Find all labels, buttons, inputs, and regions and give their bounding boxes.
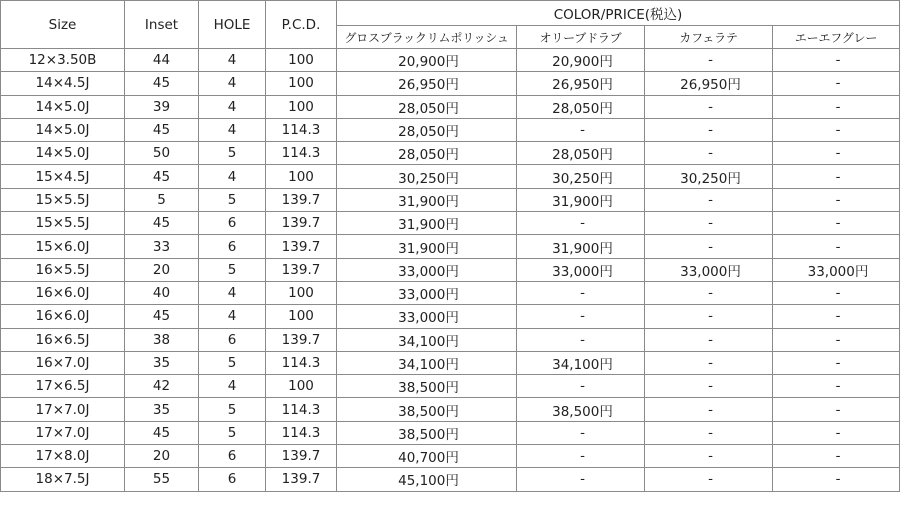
pcd-cell: 100 [266,305,337,328]
price-cell: 20,900円 [517,49,645,72]
pcd-cell: 100 [266,165,337,188]
inset-cell: 5 [125,188,199,211]
header-row [1,1,900,26]
price-cell: - [773,445,900,468]
price-cell: - [773,142,900,165]
table-row [1,421,900,444]
table-row [1,445,900,468]
hole-cell: 5 [199,421,266,444]
pcd-cell: 114.3 [266,351,337,374]
size-cell: 12×3.50B [1,49,125,72]
price-cell: - [645,468,773,491]
pcd-cell: 139.7 [266,258,337,281]
table-row [1,351,900,374]
price-cell: - [645,305,773,328]
price-cell: - [773,72,900,95]
hole-cell: 4 [199,281,266,304]
pcd-cell: 100 [266,49,337,72]
size-cell: 15×4.5J [1,165,125,188]
price-cell: - [773,421,900,444]
hole-cell: 6 [199,328,266,351]
size-cell: 16×6.0J [1,281,125,304]
price-cell: - [773,375,900,398]
hole-cell: 4 [199,165,266,188]
price-cell: 28,050円 [337,142,517,165]
price-cell: - [773,118,900,141]
price-cell: - [645,188,773,211]
price-cell: - [773,212,900,235]
pcd-cell: 114.3 [266,142,337,165]
price-cell: - [773,49,900,72]
price-cell: - [645,142,773,165]
table-row [1,375,900,398]
pcd-cell: 139.7 [266,445,337,468]
price-cell: - [645,235,773,258]
size-cell: 14×5.0J [1,95,125,118]
size-header: Size [1,1,125,49]
size-cell: 18×7.5J [1,468,125,491]
price-cell: - [645,118,773,141]
price-cell: 28,050円 [517,142,645,165]
pcd-cell: 100 [266,375,337,398]
hole-header: HOLE [199,1,266,49]
price-cell: - [645,351,773,374]
hole-cell: 5 [199,188,266,211]
inset-cell: 45 [125,305,199,328]
price-cell: 20,900円 [337,49,517,72]
price-cell: - [517,281,645,304]
price-cell: 28,050円 [337,95,517,118]
inset-cell: 45 [125,118,199,141]
price-cell: - [773,281,900,304]
color-header-olive-drab: オリーブドラブ [517,26,645,49]
price-cell: 28,050円 [517,95,645,118]
price-cell: - [773,188,900,211]
price-cell: 30,250円 [337,165,517,188]
table-row [1,328,900,351]
hole-cell: 6 [199,212,266,235]
size-cell: 17×8.0J [1,445,125,468]
hole-cell: 5 [199,398,266,421]
size-cell: 17×7.0J [1,421,125,444]
price-cell: - [773,328,900,351]
hole-cell: 4 [199,305,266,328]
price-cell: 33,000円 [517,258,645,281]
pcd-cell: 139.7 [266,212,337,235]
table-row [1,305,900,328]
inset-cell: 45 [125,421,199,444]
price-cell: 33,000円 [337,281,517,304]
price-cell: - [773,95,900,118]
size-cell: 16×7.0J [1,351,125,374]
price-cell: 31,900円 [337,235,517,258]
price-cell: 34,100円 [517,351,645,374]
price-cell: - [517,468,645,491]
size-cell: 15×5.5J [1,188,125,211]
table-row [1,142,900,165]
inset-cell: 20 [125,258,199,281]
table-row [1,258,900,281]
price-cell: - [645,375,773,398]
hole-cell: 4 [199,72,266,95]
price-cell: - [517,118,645,141]
inset-cell: 45 [125,165,199,188]
table-row [1,212,900,235]
price-cell: 31,900円 [337,212,517,235]
price-cell: 38,500円 [337,375,517,398]
size-cell: 15×5.5J [1,212,125,235]
price-cell: - [517,305,645,328]
pcd-cell: 114.3 [266,118,337,141]
inset-cell: 39 [125,95,199,118]
color-header-cafe-latte: カフェラテ [645,26,773,49]
price-cell: - [773,468,900,491]
table-body [1,49,900,492]
inset-cell: 44 [125,49,199,72]
price-cell: 38,500円 [337,421,517,444]
price-cell: 45,100円 [337,468,517,491]
price-cell: 33,000円 [773,258,900,281]
hole-cell: 5 [199,142,266,165]
inset-cell: 40 [125,281,199,304]
table-row [1,188,900,211]
hole-cell: 5 [199,258,266,281]
pcd-cell: 100 [266,72,337,95]
size-cell: 17×7.0J [1,398,125,421]
pcd-cell: 100 [266,281,337,304]
color-header-af-gray: エーエフグレー [773,26,900,49]
table-row [1,468,900,491]
price-cell: 30,250円 [517,165,645,188]
pcd-cell: 100 [266,95,337,118]
price-cell: - [645,328,773,351]
pcd-cell: 139.7 [266,188,337,211]
hole-cell: 4 [199,118,266,141]
hole-cell: 4 [199,49,266,72]
price-cell: - [773,235,900,258]
inset-cell: 38 [125,328,199,351]
price-cell: 40,700円 [337,445,517,468]
price-cell: - [517,445,645,468]
price-cell: 30,250円 [645,165,773,188]
price-cell: 26,950円 [337,72,517,95]
price-cell: - [773,351,900,374]
price-cell: - [645,212,773,235]
table-row [1,95,900,118]
inset-cell: 20 [125,445,199,468]
price-cell: 31,900円 [517,188,645,211]
table-row [1,281,900,304]
price-cell: - [645,445,773,468]
size-cell: 14×5.0J [1,142,125,165]
size-cell: 17×6.5J [1,375,125,398]
hole-cell: 6 [199,468,266,491]
color-header-gloss-black: グロスブラックリムポリッシュ [337,26,517,49]
table-row [1,118,900,141]
price-cell: 31,900円 [517,235,645,258]
table-row [1,49,900,72]
hole-cell: 4 [199,375,266,398]
price-cell: - [773,305,900,328]
table-row [1,72,900,95]
price-cell: 28,050円 [337,118,517,141]
price-cell: 38,500円 [517,398,645,421]
price-cell: - [517,375,645,398]
inset-cell: 45 [125,212,199,235]
table-row [1,165,900,188]
inset-header: Inset [125,1,199,49]
price-cell: 26,950円 [645,72,773,95]
inset-cell: 35 [125,398,199,421]
size-cell: 14×5.0J [1,118,125,141]
price-cell: - [645,421,773,444]
pcd-cell: 114.3 [266,421,337,444]
price-cell: 33,000円 [645,258,773,281]
price-cell: - [773,165,900,188]
price-cell: 33,000円 [337,305,517,328]
price-cell: 34,100円 [337,351,517,374]
hole-cell: 4 [199,95,266,118]
table-row [1,235,900,258]
price-cell: - [645,281,773,304]
pcd-cell: 139.7 [266,235,337,258]
pcd-cell: 139.7 [266,468,337,491]
price-cell: 26,950円 [517,72,645,95]
size-cell: 16×6.5J [1,328,125,351]
price-cell: 33,000円 [337,258,517,281]
color-price-header: COLOR/PRICE(税込) [337,1,900,26]
size-cell: 14×4.5J [1,72,125,95]
size-cell: 16×5.5J [1,258,125,281]
inset-cell: 55 [125,468,199,491]
price-cell: - [773,398,900,421]
inset-cell: 33 [125,235,199,258]
price-cell: - [645,49,773,72]
price-cell: 38,500円 [337,398,517,421]
price-cell: - [517,212,645,235]
size-cell: 16×6.0J [1,305,125,328]
pcd-cell: 139.7 [266,328,337,351]
table-row [1,398,900,421]
price-cell: - [645,95,773,118]
price-cell: 34,100円 [337,328,517,351]
inset-cell: 35 [125,351,199,374]
price-cell: 31,900円 [337,188,517,211]
price-cell: - [517,421,645,444]
inset-cell: 42 [125,375,199,398]
inset-cell: 45 [125,72,199,95]
hole-cell: 6 [199,235,266,258]
price-cell: - [645,398,773,421]
inset-cell: 50 [125,142,199,165]
hole-cell: 6 [199,445,266,468]
pcd-cell: 114.3 [266,398,337,421]
size-cell: 15×6.0J [1,235,125,258]
price-cell: - [517,328,645,351]
hole-cell: 5 [199,351,266,374]
pcd-header: P.C.D. [266,1,337,49]
